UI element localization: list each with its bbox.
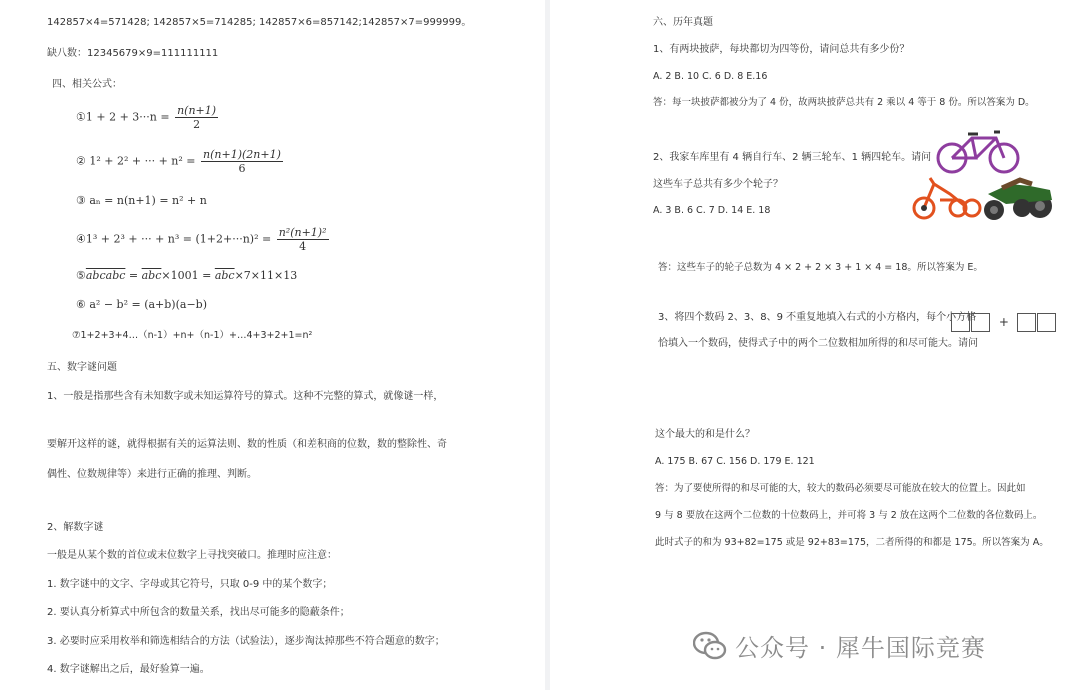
paragraph-5: 一般是从某个数的首位或末位数字上寻找突破口。推理时应注意： xyxy=(47,550,337,561)
rule-1: 1. 数字谜中的文字、字母或其它符号，只取 0-9 中的某个数字； xyxy=(47,579,333,590)
multiplication-line: 142857×4=571428; 142857×5=714285; 142857×6=857142;142857×7=999999。 xyxy=(47,17,472,28)
rule-3: 3. 必要时应采用枚举和筛选相结合的方法（试验法），逐步淘汰掉那些不符合题意的数字； xyxy=(47,636,445,647)
question-2-answer: 答：这些车子的轮子总数为 4 × 2 + 2 × 3 + 1 × 4 = 18。所以答案为 E。 xyxy=(658,262,983,273)
question-2-line-1: 2、我家车库里有 4 辆自行车、2 辆三轮车、1 辆四轮车。请问 xyxy=(653,152,932,163)
section-5-title: 五、数字谜问题 xyxy=(47,362,117,373)
question-2-line-2: 这些车子总共有多少个轮子？ xyxy=(653,179,783,190)
section-6-title: 六、历年真题 xyxy=(653,17,713,28)
digit-box xyxy=(1037,313,1056,332)
question-2-options: A. 3 B. 6 C. 7 D. 14 E. 18 xyxy=(653,205,771,216)
question-3-answer-1: 答：为了要使所得的和尽可能的大，较大的数码必须要尽可能放在较大的位置上。因此如 xyxy=(655,483,1026,494)
paragraph-1: 1、一般是指那些含有未知数字或未知运算符号的算式。这种不完整的算式，就像谜一样， xyxy=(47,391,444,402)
vehicles-illustration xyxy=(910,128,1080,228)
question-3-answer-2: 9 与 8 要放在这两个二位数的十位数码上，并可将 3 与 2 放在这两个二位数的各位数码上。 xyxy=(655,510,1043,521)
formula-6: ⑥ a² − b² = (a+b)(a−b) xyxy=(76,298,207,311)
question-3-answer-3: 此时式子的和为 93+82=175 或是 92+83=175，二者所得的和都是 175。所以答案为 A。 xyxy=(655,537,1049,548)
plus-sign: + xyxy=(998,315,1009,329)
digit-boxes xyxy=(951,313,1057,332)
question-1: 1、有两块披萨，每块都切为四等份，请问总共有多少份？ xyxy=(653,44,910,55)
formula-2: ② 1² + 2² + ··· + n² = $\frac{n(n+1)(2n+1)}{6}$ xyxy=(76,148,281,175)
wechat-icon xyxy=(693,631,727,661)
formula-1: ①1 + 2 + 3···n = $\frac{n(n+1)}{2}$ xyxy=(76,104,217,131)
question-3-options: A. 175 B. 67 C. 156 D. 179 E. 121 xyxy=(655,456,815,467)
bicycle-icon xyxy=(938,132,1018,172)
digit-box xyxy=(1017,313,1036,332)
formula-7: ⑦1+2+3+4…（n-1）+n+（n-1）+…4+3+2+1=n² xyxy=(72,330,313,341)
question-1-options: A. 2 B. 10 C. 6 D. 8 E.16 xyxy=(653,71,768,82)
question-3-line-2: 恰填入一个数码，使得式子中的两个二位数相加所得的和尽可能大。请问 xyxy=(658,338,978,349)
section-4-title: 四、相关公式： xyxy=(52,79,122,90)
right-page xyxy=(550,0,1080,690)
digit-box xyxy=(971,313,990,332)
missing-eight-line: 缺八数：12345679×9=111111111 xyxy=(47,48,219,59)
paragraph-2: 要解开这样的谜，就得根据有关的运算法则、数的性质（和差积商的位数，数的整除性、奇 xyxy=(47,439,447,450)
question-1-answer: 答：每一块披萨都被分为了 4 份，故两块披萨总共有 2 乘以 4 等于 8 份。所以答案为 D。 xyxy=(653,97,1035,108)
subsection-title: 2、解数字谜 xyxy=(47,522,104,533)
question-3-line-1: 3、将四个数码 2、3、8、9 不重复地填入右式的小方格内，每个小方格 xyxy=(658,312,977,323)
watermark-text: 公众号 · 犀牛国际竞赛 xyxy=(735,634,986,662)
watermark xyxy=(693,628,986,663)
formula-4: ④1³ + 2³ + ··· + n³ = (1+2+···n)² = $\frac{\text{n²(n+1)²}}{4}$ xyxy=(76,226,327,253)
question-3-line-3: 这个最大的和是什么？ xyxy=(655,429,755,440)
rule-2: 2. 要认真分析算式中所包含的数量关系，找出尽可能多的隐蔽条件； xyxy=(47,607,350,618)
digit-box xyxy=(951,313,970,332)
rule-4: 4. 数字谜解出之后，最好验算一遍。 xyxy=(47,664,210,675)
tricycle-icon xyxy=(914,178,980,218)
formula-5: ⑤abcabc = $\overline{abc}\times 1001 = \overline{abc}\times 7\times 11\times 13$ xyxy=(76,269,298,282)
paragraph-3: 偶性、位数规律等）来进行正确的推理、判断。 xyxy=(47,469,257,480)
quad-bike-icon xyxy=(984,180,1052,220)
formula-3: ③ aₙ = n(n+1) = n² + n xyxy=(76,194,207,207)
